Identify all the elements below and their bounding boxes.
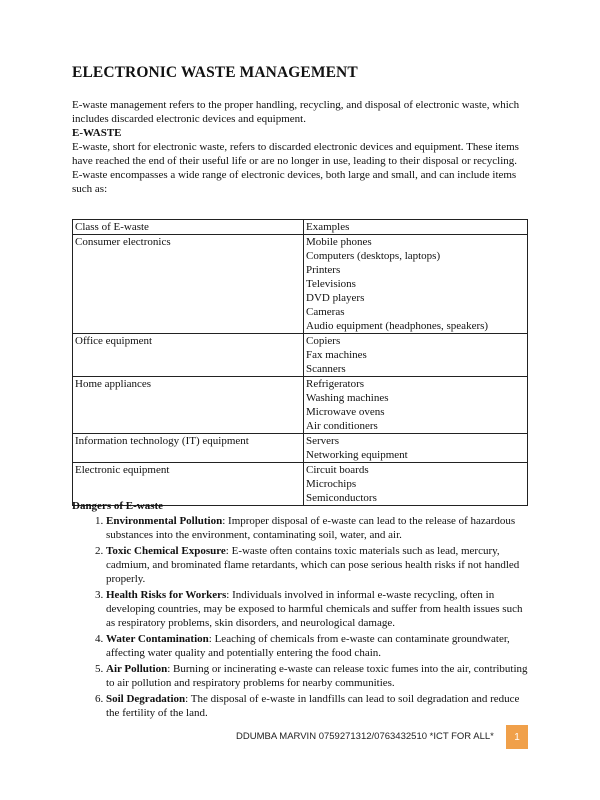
danger-description: : Burning or incinerating e-waste can release toxic fumes into the air, contributing to air pollution and respiratory problems for nearby communities. (106, 663, 528, 689)
class-cell: Home appliances (73, 377, 304, 434)
table-header-row (73, 220, 528, 235)
class-cell: Consumer electronics (73, 235, 304, 334)
dangers-heading: Dangers of E-waste (72, 500, 164, 512)
class-cell: Information technology (IT) equipment (73, 434, 304, 463)
example-item: Printers (306, 264, 341, 276)
example-item: Washing machines (306, 392, 389, 404)
table-row (73, 235, 528, 334)
class-cell: Office equipment (73, 334, 304, 377)
examples-cell (304, 377, 528, 434)
example-item: Copiers (306, 335, 341, 347)
danger-term: Air Pollution (106, 663, 168, 675)
page-title: ELECTRONIC WASTE MANAGEMENT (72, 64, 358, 81)
examples-cell (304, 463, 528, 506)
danger-item (106, 632, 528, 660)
danger-term: Water Contamination (106, 633, 209, 645)
danger-description: : Individuals involved in informal e-waste recycling, often in developing countries, may be exposed to harmful chemicals and suffer from health issues such as respiratory problems, skin disorders, and neurological damage. (106, 589, 523, 629)
example-item: Microwave ovens (306, 406, 385, 418)
example-item: Air conditioners (306, 420, 378, 432)
danger-term: Soil Degradation (106, 693, 186, 705)
examples-cell (304, 434, 528, 463)
ewaste-classes-table (72, 219, 528, 506)
page-number-badge: 1 (506, 725, 528, 749)
example-item: Semiconductors (306, 492, 377, 504)
example-item: DVD players (306, 292, 365, 304)
danger-item (106, 514, 528, 542)
table-header-cell: Examples (304, 220, 528, 235)
class-cell: Electronic equipment (73, 463, 304, 506)
danger-description: : Leaching of chemicals from e-waste can contaminate groundwater, affecting water quality and potentially entering the food chain. (106, 633, 510, 659)
example-item: Circuit boards (306, 464, 369, 476)
danger-description: : Improper disposal of e-waste can lead to the release of hazardous substances into the environment, contaminating soil, water, and air. (106, 515, 516, 541)
example-item: Televisions (306, 278, 356, 290)
example-item: Microchips (306, 478, 357, 490)
intro-paragraph: E-waste management refers to the proper handling, recycling, and disposal of electronic waste, which includes discarded electronic devices and equipment. (72, 99, 520, 125)
danger-description: : E-waste often contains toxic materials such as lead, mercury, cadmium, and brominated flame retardants, which can pose serious health risks if not handled properly. (106, 545, 520, 585)
example-item: Scanners (306, 363, 346, 375)
example-item: Refrigerators (306, 378, 365, 390)
danger-item (106, 692, 528, 720)
danger-description: : The disposal of e-waste in landfills can lead to soil degradation and reduce the fertility of the land. (106, 693, 520, 719)
document-body (72, 98, 532, 196)
example-item: Networking equipment (306, 449, 408, 461)
example-item: Fax machines (306, 349, 367, 361)
examples-cell (304, 235, 528, 334)
section-heading: E-WASTE (72, 127, 122, 139)
footer-text: DDUMBA MARVIN 0759271312/0763432510 *ICT FOR ALL* (236, 731, 494, 742)
example-item: Cameras (306, 306, 345, 318)
danger-item (106, 662, 528, 690)
example-item: Computers (desktops, laptops) (306, 250, 441, 262)
table-row (73, 334, 528, 377)
table-row (73, 377, 528, 434)
danger-term: Toxic Chemical Exposure (106, 545, 226, 557)
danger-term: Environmental Pollution (106, 515, 223, 527)
examples-cell (304, 334, 528, 377)
dangers-list (72, 514, 528, 722)
table-row (73, 434, 528, 463)
danger-item (106, 588, 528, 630)
danger-item (106, 544, 528, 586)
table-header-cell: Class of E-waste (73, 220, 304, 235)
paragraph-ewaste-definition: E-waste, short for electronic waste, refers to discarded electronic devices and equipment. These items have reached the end of their useful life or are no longer in use, leading to their disposal or recycling. (72, 141, 519, 167)
paragraph-ewaste-range: E-waste encompasses a wide range of electronic devices, both large and small, and can include items such as: (72, 169, 517, 195)
example-item: Servers (306, 435, 339, 447)
example-item: Mobile phones (306, 236, 372, 248)
danger-term: Health Risks for Workers (106, 589, 227, 601)
example-item: Audio equipment (headphones, speakers) (306, 320, 489, 332)
